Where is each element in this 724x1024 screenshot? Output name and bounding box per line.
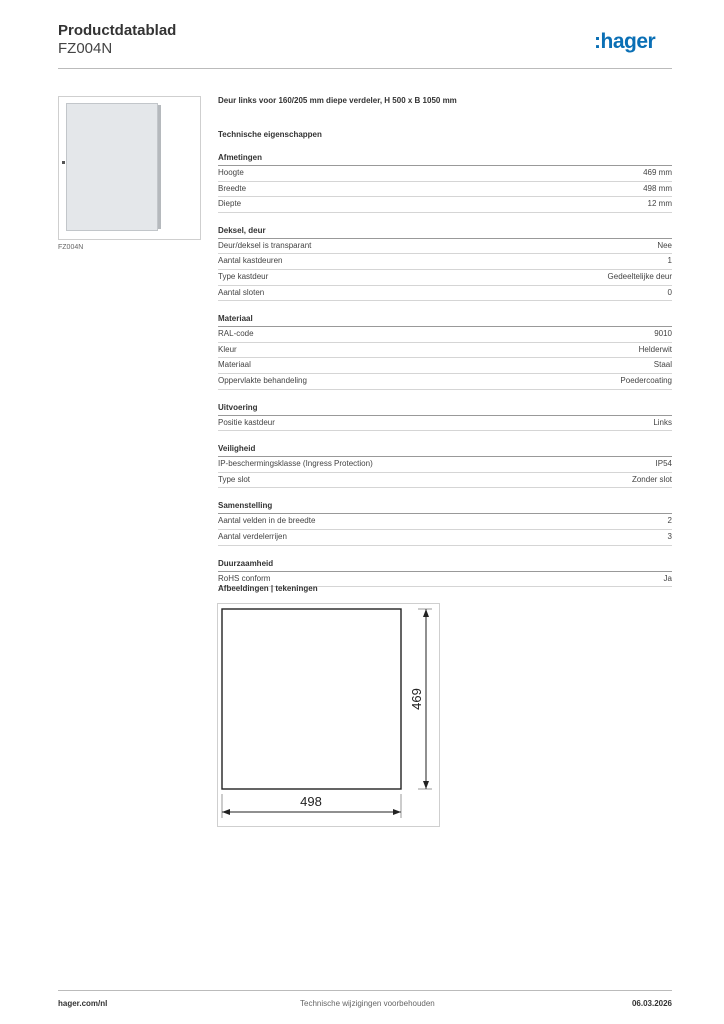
property-groups — [218, 150, 672, 587]
property-row — [218, 473, 672, 489]
property-value: 12 mm — [647, 199, 672, 209]
property-label: Diepte — [218, 199, 242, 209]
width-arrow-right — [393, 809, 401, 815]
property-group — [218, 400, 672, 432]
property-label: Aantal verdelerrijen — [218, 531, 287, 541]
property-label: Positie kastdeur — [218, 417, 275, 427]
property-value: Poedercoating — [620, 375, 672, 385]
door-panel-illustration — [66, 103, 158, 231]
property-row — [218, 197, 672, 213]
property-group — [218, 498, 672, 545]
property-label: Hoogte — [218, 168, 244, 177]
property-group — [218, 223, 672, 301]
property-row — [218, 182, 672, 198]
property-label: Kleur — [218, 344, 237, 354]
property-value: Links — [653, 417, 672, 427]
property-row — [218, 457, 672, 473]
property-row — [218, 358, 672, 374]
property-row — [218, 343, 672, 359]
property-value: Helderwit — [638, 344, 672, 354]
property-value: Gedeeltelijke deur — [607, 271, 672, 281]
property-label: Breedte — [218, 183, 247, 193]
property-label: Aantal kastdeuren — [218, 256, 283, 266]
height-arrow-top — [423, 609, 429, 617]
property-value: 469 mm — [643, 168, 672, 177]
property-row — [218, 270, 672, 286]
property-value: 1 — [667, 256, 672, 266]
property-row — [218, 254, 672, 270]
page-footer — [58, 995, 672, 1009]
technical-drawing — [217, 603, 440, 827]
width-dimension-label: 498 — [300, 794, 322, 809]
property-value: Ja — [663, 573, 672, 583]
property-row — [218, 416, 672, 432]
group-heading: Uitvoering — [218, 400, 672, 416]
product-image — [58, 96, 201, 240]
property-row — [218, 374, 672, 390]
property-label: RAL-code — [218, 329, 254, 339]
footer-date: 06.03.2026 — [631, 999, 672, 1008]
property-group — [218, 311, 672, 389]
footer-divider — [58, 990, 672, 991]
hinge-icon — [62, 161, 65, 164]
footer-disclaimer: Technische wijzigingen voorbehouden — [300, 999, 435, 1008]
page-header — [58, 22, 176, 58]
product-description: Deur links voor 160/205 mm diepe verdeler, H 500 x B 1050 mm — [218, 96, 457, 105]
door-edge-illustration — [158, 105, 161, 229]
property-label: Deur/deksel is transparant — [218, 240, 312, 250]
property-group — [218, 556, 672, 588]
property-row — [218, 239, 672, 255]
group-heading: Duurzaamheid — [218, 556, 672, 572]
group-heading: Materiaal — [218, 311, 672, 327]
properties-heading: Technische eigenschappen — [218, 130, 322, 139]
property-value: Staal — [653, 360, 672, 370]
group-heading: Samenstelling — [218, 498, 672, 514]
property-value: 2 — [667, 516, 672, 526]
document-title: Productdatablad — [58, 22, 177, 39]
product-code: FZ004N — [58, 40, 113, 57]
property-row — [218, 286, 672, 302]
footer-website-link[interactable]: hager.com/nl — [58, 999, 108, 1008]
header-divider — [58, 68, 672, 69]
group-heading: Afmetingen — [218, 150, 672, 166]
property-row — [218, 327, 672, 343]
height-dimension-label: 469 — [409, 688, 424, 710]
property-row — [218, 514, 672, 530]
property-value: 9010 — [654, 329, 672, 339]
property-value: 498 mm — [643, 183, 672, 193]
door-outline — [222, 609, 401, 789]
property-label: Aantal sloten — [218, 287, 265, 297]
image-caption: FZ004N — [58, 244, 84, 251]
group-heading: Deksel, deur — [218, 223, 672, 239]
property-value: 0 — [667, 287, 672, 297]
property-label: Materiaal — [218, 360, 251, 370]
dimension-drawing — [218, 604, 441, 828]
property-group — [218, 150, 672, 213]
property-label: Aantal velden in de breedte — [218, 516, 316, 526]
product-details — [218, 94, 672, 587]
property-label: RoHS conform — [218, 573, 271, 583]
property-label: Type slot — [218, 474, 251, 484]
property-label: Oppervlakte behandeling — [218, 375, 307, 385]
hager-logo: :hager — [594, 30, 656, 53]
property-row — [218, 530, 672, 546]
width-arrow-left — [222, 809, 230, 815]
property-value: IP54 — [655, 459, 672, 469]
property-value: Nee — [657, 240, 672, 250]
property-value: Zonder slot — [631, 474, 672, 484]
drawing-heading: Afbeeldingen | tekeningen — [218, 584, 318, 593]
group-heading: Veiligheid — [218, 441, 672, 457]
property-value: 3 — [667, 531, 672, 541]
property-row — [218, 166, 672, 182]
height-arrow-bottom — [423, 781, 429, 789]
property-label: IP-beschermingsklasse (Ingress Protection) — [218, 459, 373, 469]
property-label: Type kastdeur — [218, 271, 269, 281]
property-group — [218, 441, 672, 488]
